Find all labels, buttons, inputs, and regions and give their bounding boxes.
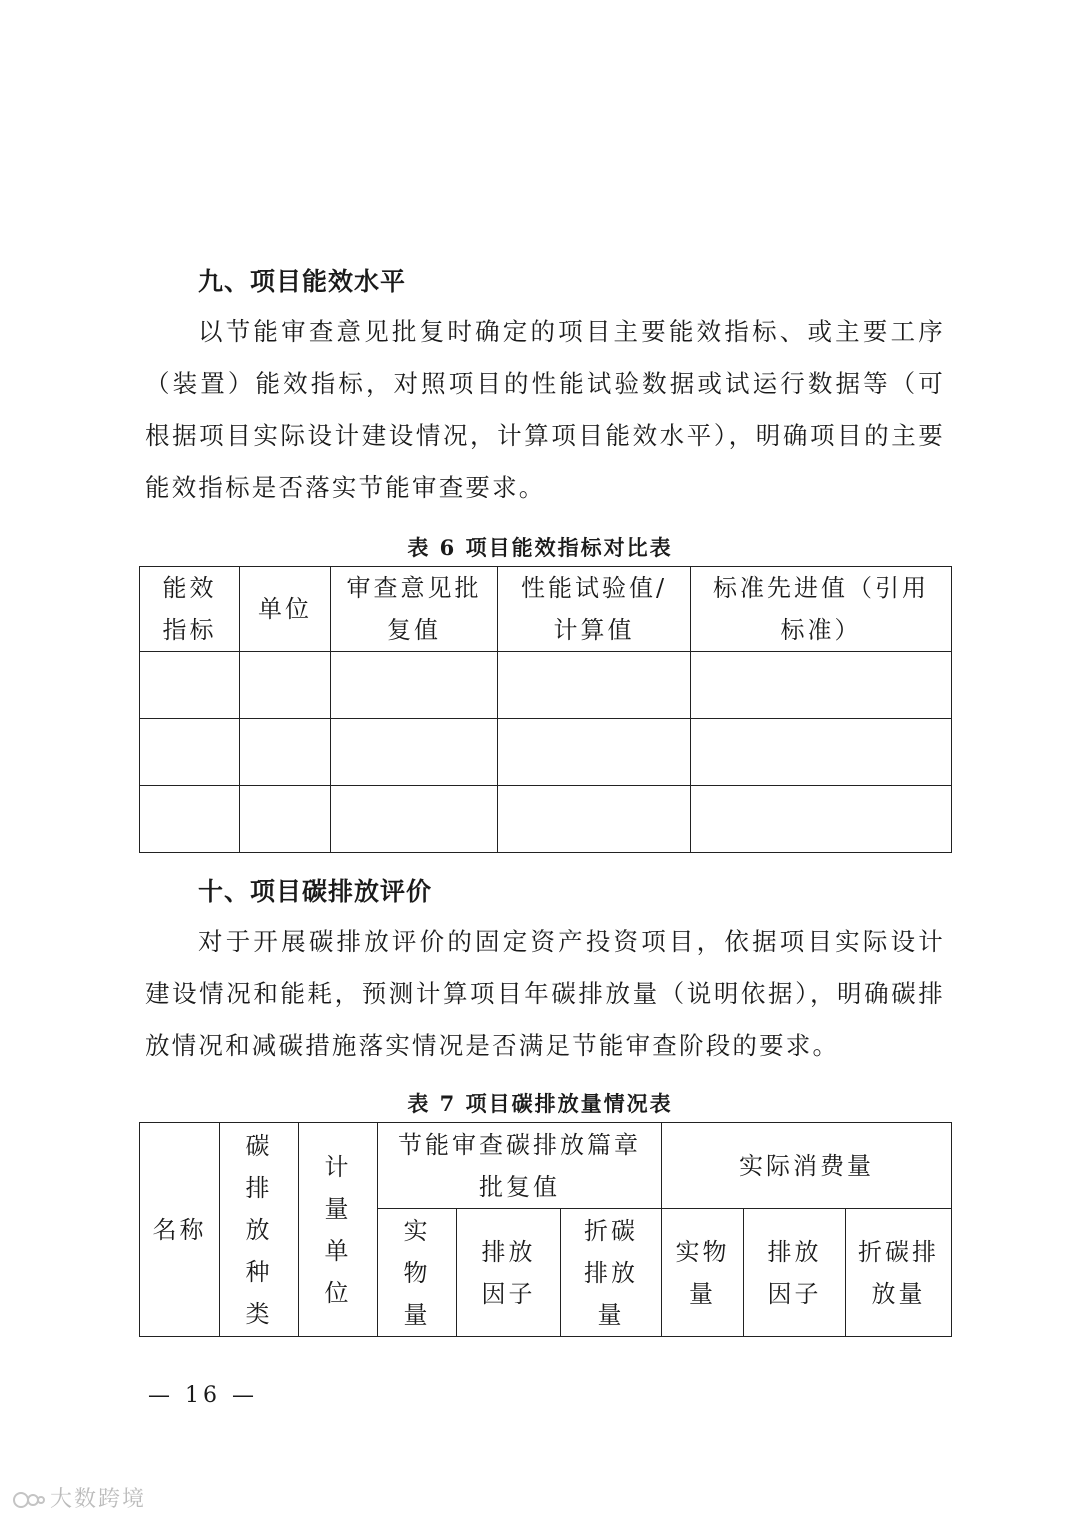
- table-6-header-row: [140, 567, 952, 652]
- table-6-header-cell: 审查意见批复值: [331, 567, 498, 652]
- table-7-header-name: 名称: [140, 1123, 220, 1337]
- table-cell: [331, 786, 498, 853]
- table-cell: [331, 719, 498, 786]
- watermark: [12, 1482, 146, 1513]
- table-cell: [240, 652, 331, 719]
- table-cell: [140, 719, 240, 786]
- table-7-subheader-cell: 实物量: [378, 1209, 457, 1337]
- table-row: [140, 719, 952, 786]
- table-6-header-cell: 标准先进值（引用标准）: [691, 567, 952, 652]
- table-6-caption: 表 6 项目能效指标对比表: [407, 535, 673, 560]
- table-cell: [498, 719, 691, 786]
- table-7-header-approved: 节能审查碳排放篇章批复值: [378, 1123, 662, 1209]
- table-7-subheader-cell: 折碳排放量: [561, 1209, 662, 1337]
- table-row: [140, 652, 952, 719]
- table-7-caption: 表 7 项目碳排放量情况表: [407, 1091, 673, 1116]
- table-cell: [691, 786, 952, 853]
- table-6-header-cell: 性能试验值/计算值: [498, 567, 691, 652]
- section-9-heading: 九、项目能效水平: [198, 267, 407, 296]
- table-cell: [140, 786, 240, 853]
- table-7-header-actual: 实际消费量: [662, 1123, 952, 1209]
- page-number: — 16 —: [148, 1383, 258, 1408]
- table-cell: [498, 652, 691, 719]
- table-cell: [691, 719, 952, 786]
- table-7-subheader-cell: 折碳排放量: [846, 1209, 952, 1337]
- table-row: [140, 786, 952, 853]
- table-cell: [240, 786, 331, 853]
- table-cell: [331, 652, 498, 719]
- table-7-subheader-cell: 排放因子: [457, 1209, 561, 1337]
- table-7: [139, 1122, 952, 1337]
- table-7-subheader-cell: 实物量: [662, 1209, 744, 1337]
- watermark-logo-icon: [12, 1489, 46, 1511]
- table-cell: [140, 652, 240, 719]
- section-9-body: 以节能审查意见批复时确定的项目主要能效指标、或主要工序（装置）能效指标，对照项目的性能试验数据或试运行数据等（可根据项目实际设计建设情况，计算项目能效水平），明确项目的主要能效指标是否落实节能审查要求。: [145, 317, 945, 502]
- table-6-header-cell: 能效指标: [140, 567, 240, 652]
- section-10-heading: 十、项目碳排放评价: [198, 877, 433, 906]
- section-10-body: 对于开展碳排放评价的固定资产投资项目，依据项目实际设计建设情况和能耗，预测计算项目年碳排放量（说明依据），明确碳排放情况和减碳措施落实情况是否满足节能审查阶段的要求。: [145, 927, 945, 1060]
- table-7-header-row: [140, 1123, 952, 1209]
- table-cell: [691, 652, 952, 719]
- table-7-header-type: 碳排放种类: [220, 1123, 299, 1337]
- table-6-header-cell: 单位: [240, 567, 331, 652]
- watermark-text: 大数跨境: [50, 1487, 147, 1512]
- table-7-subheader-cell: 排放因子: [744, 1209, 846, 1337]
- table-cell: [498, 786, 691, 853]
- table-7-header-unit: 计量单位: [299, 1123, 378, 1337]
- table-6: [139, 566, 952, 853]
- table-cell: [240, 719, 331, 786]
